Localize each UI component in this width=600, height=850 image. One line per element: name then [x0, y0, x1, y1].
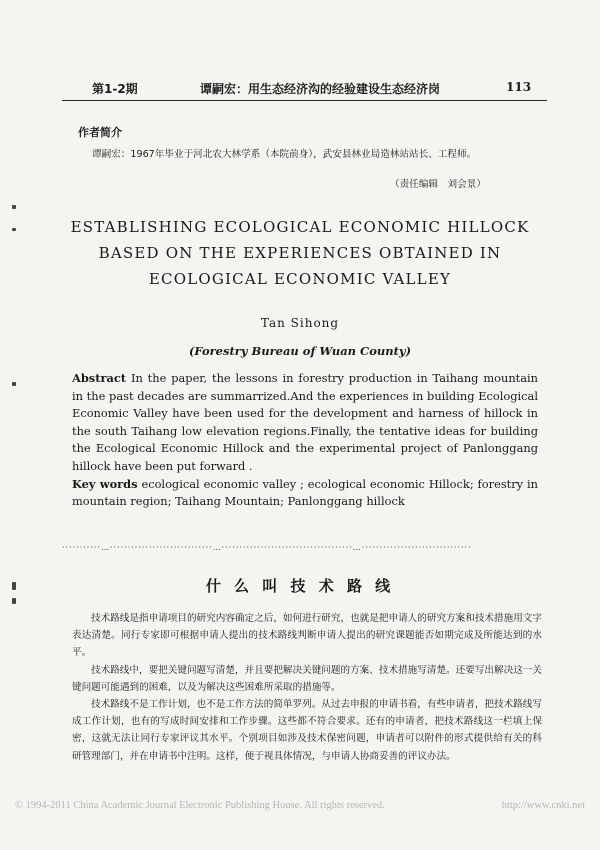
editor-credit: （责任编辑 刘会景） — [390, 179, 486, 190]
page-number: 113 — [506, 80, 532, 94]
paragraph: 技术路线不是工作计划，也不是工作方法的简单罗列。从过去申报的申请书看，有些申请者，把技术路线写成工作计划，也有的写成时间安排和工作步骤。这些都不符合要求。还有的申请者，把技术路线这一栏填上保密，这就无法让同行专家评议其水平。个别项目如涉及技术保密问题，申请者可以附件的形式提供给有关的科研管理部门，并在申请书中注明。这样，便于视具体情况，与申请人协商妥善的评议办法。 — [72, 699, 542, 762]
header-rule — [62, 100, 547, 101]
keywords-label: Key words — [72, 476, 138, 491]
section-separator: ···········…·····························…·····································…······························· — [62, 543, 472, 552]
paragraph: 技术路线是指申请项目的研究内容确定之后，如何进行研究，也就是把申请人的研究方案和技术措施用文字表达清楚。同行专家即可根据申请人提出的技术路线判断申请人提出的研究课题能否如期完成及所能达到的水平。 — [72, 613, 542, 659]
author-intro-heading: 作者简介 — [78, 126, 122, 139]
scan-mark — [12, 205, 16, 209]
scan-mark — [12, 598, 16, 604]
article-title-line-2: BASED ON THE EXPERIENCES OBTAINED IN — [98, 244, 502, 262]
scan-mark — [12, 382, 16, 386]
paragraph: 技术路线中，要把关键问题写清楚，并且要把解决关键问题的方案、技术措施写清楚。还要写出解决这一关键问题可能遇到的困难，以及为解决这些困难所采取的措施等。 — [72, 664, 542, 693]
running-title: 谭嗣宏：用生态经济沟的经验建设生态经济岗 — [200, 82, 441, 96]
footer-url: http://www.cnki.net — [501, 800, 585, 811]
copyright-text: © 1994-2011 China Academic Journal Electronic Publishing House. All rights reserved. — [15, 800, 385, 811]
section-body — [72, 610, 542, 765]
article-author: Tan Sihong — [260, 316, 340, 330]
author-intro-text: 谭嗣宏：1967年毕业于河北农大林学系（本院前身），武安县林业局造林站站长、工程师。 — [92, 149, 477, 160]
abstract-label: Abstract — [72, 371, 127, 385]
article-title-line-3: ECOLOGICAL ECONOMIC VALLEY — [148, 270, 452, 288]
scan-mark — [12, 228, 16, 231]
section-title: 什 么 叫 技 术 路 线 — [205, 577, 395, 595]
journal-issue: 第1-2期 — [92, 82, 138, 96]
copyright-footer — [15, 800, 585, 811]
keywords-text: ecological economic valley ; ecological economic Hillock; forestry in mountain region; Taihang Mountain; Panlonggang hillock — [72, 476, 538, 509]
article-affiliation: (Forestry Bureau of Wuan County) — [188, 344, 412, 358]
article-title-line-1: ESTABLISHING ECOLOGICAL ECONOMIC HILLOCK — [70, 218, 530, 236]
abstract-text: In the paper, the lessons in forestry production in Taihang mountain in the past decades are summarrized.And the experiences in building Ecological Economic Valley have been used for the development and harness of hillock in the south Taihang low elevation regions.Finally, the tentative ideas for building the Ecological Economic Hillock and the experimental project of Panlonggang hillock have been put forward . — [72, 371, 539, 473]
scan-mark — [12, 582, 16, 590]
abstract-block — [72, 370, 538, 511]
